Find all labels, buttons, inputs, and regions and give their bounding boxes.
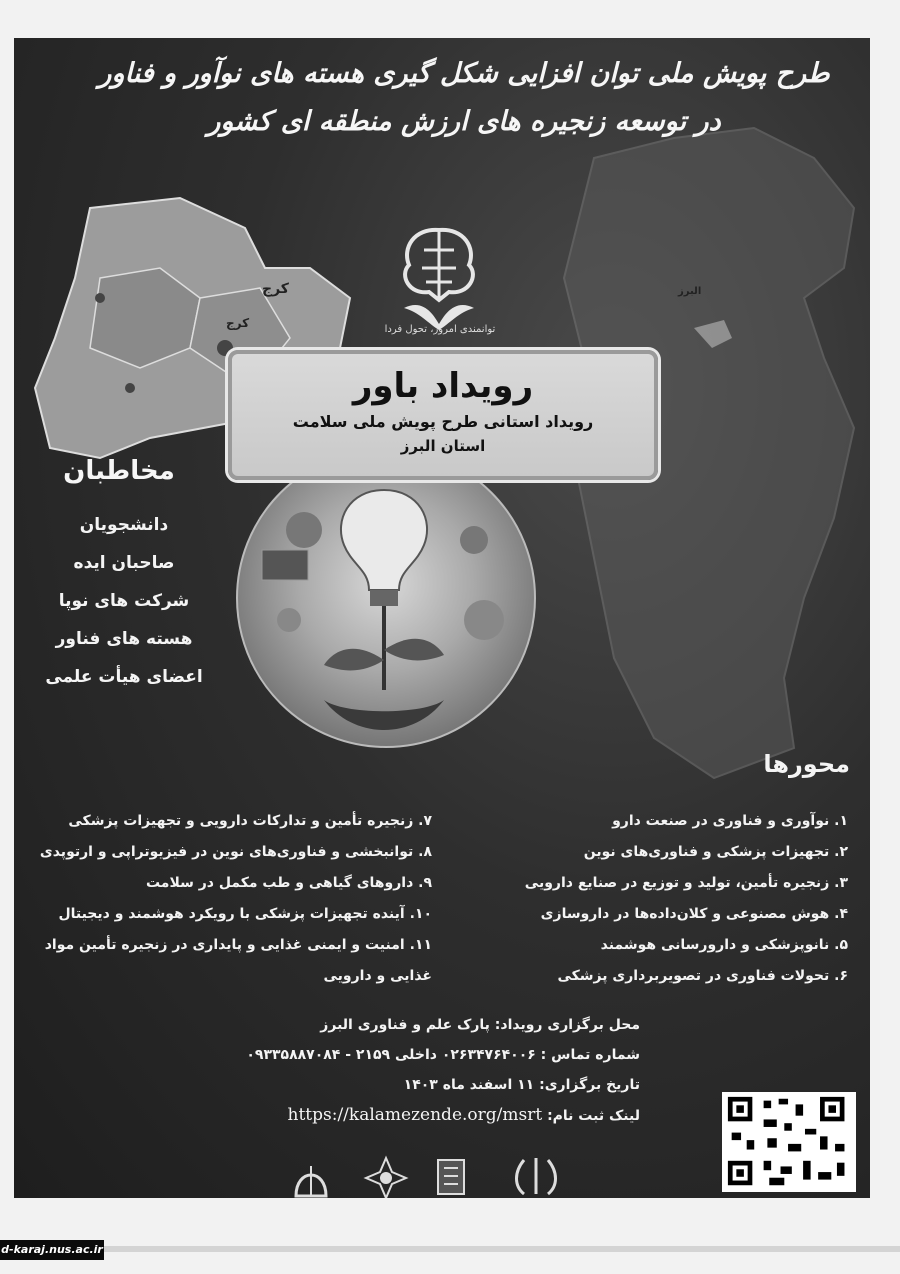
event-title: رویداد باور <box>352 366 534 406</box>
iran-emblem-icon <box>517 1158 556 1194</box>
audience-item: اعضای هیأت علمی <box>45 667 203 687</box>
event-info <box>210 1010 640 1130</box>
logo-caption: توانمندی امروز، تحول فردا <box>384 324 496 335</box>
footer-divider <box>104 1246 900 1252</box>
map-label-karaj-2: کرج <box>226 316 250 330</box>
axis-item: ۶. تحولات فناوری در تصویربرداری پزشکی <box>557 968 848 984</box>
lightbulb-plant-icon <box>236 450 534 748</box>
event-subtitle: رویداد استانی طرح پویش ملی سلامت <box>292 412 594 431</box>
axis-item: ۴. هوش مصنوعی و کلان‌داده‌ها در داروسازی <box>540 906 848 922</box>
registration-link[interactable]: https://kalamezende.org/msrt <box>287 1105 543 1125</box>
axes-title: محورها <box>763 750 850 778</box>
audience-item: شرکت های نوپا <box>58 591 190 611</box>
qr-code-icon[interactable] <box>722 1092 856 1192</box>
poster <box>14 38 870 1198</box>
headline-line-2: در توسعه زنجیره های ارزش منطقه ای کشور <box>207 106 721 137</box>
headline <box>84 50 844 146</box>
axes-list-right <box>518 806 848 992</box>
axis-item: ۸. توانبخشی و فناوری‌های نوین در فیزیوتراپی و ارتوپدی <box>39 844 432 860</box>
axis-item: ۹. داروهای گیاهی و طب مکمل در سلامت <box>145 875 432 891</box>
phone-text: شماره تماس : ۰۲۶۳۴۷۶۴۰۰۶ داخلی ۲۱۵۹ - ۰۹۳۳۵۸۸۷۰۸۴ <box>246 1047 640 1063</box>
audience-item: صاحبان ایده <box>73 553 175 573</box>
axis-item: ۱. نوآوری و فناوری در صنعت دارو <box>612 813 848 829</box>
date-text: تاریخ برگزاری: ۱۱ اسفند ماه ۱۴۰۳ <box>403 1077 640 1093</box>
audience-item: دانشجویان <box>79 515 169 535</box>
sponsor-logos <box>286 1148 586 1198</box>
headline-line-1: طرح پویش ملی توان افزایی شکل گیری هسته های نوآور و فناور <box>98 58 830 89</box>
venue-text: محل برگزاری رویداد: پارک علم و فناوری البرز <box>320 1017 640 1033</box>
audience-title: مخاطبان <box>63 456 175 486</box>
registration-line <box>210 1100 640 1130</box>
university-logo-icon <box>296 1166 326 1196</box>
audience-item: هسته های فناور <box>55 629 193 649</box>
axis-item: ۱۰. آینده تجهیزات پزشکی با رویکرد هوشمند و دیجیتال <box>58 906 432 922</box>
axis-item: ۷. زنجیره تأمین و تدارکات دارویی و تجهیزات پزشکی <box>68 813 432 829</box>
site-tag[interactable]: d-karaj.nus.ac.ir <box>0 1240 104 1260</box>
flower-logo-icon <box>366 1158 406 1198</box>
registration-label: لینک ثبت نام: <box>547 1108 640 1124</box>
brain-logo-icon <box>384 220 494 340</box>
axis-item-continued: غذایی و دارویی <box>323 968 432 984</box>
lightbulb-illustration <box>236 448 536 748</box>
axis-item: ۲. تجهیزات پزشکی و فناوری‌های نوین <box>583 844 848 860</box>
audience-list <box>34 506 214 696</box>
science-park-logo-icon <box>438 1160 464 1194</box>
axes-list-left <box>22 806 432 992</box>
axis-item: ۵. نانوپزشکی و دارورسانی هوشمند <box>600 937 848 953</box>
map-label-karaj-1: کرج <box>262 281 289 297</box>
event-province: استان البرز <box>400 437 486 455</box>
map-label-alborz: البرز <box>678 286 702 297</box>
axis-item: ۳. زنجیره تأمین، تولید و توزیع در صنایع دارویی <box>524 875 848 891</box>
event-title-box <box>228 350 658 480</box>
axis-item: ۱۱. امنیت و ایمنی غذایی و پایداری در زنجیره تأمین مواد <box>44 937 432 953</box>
